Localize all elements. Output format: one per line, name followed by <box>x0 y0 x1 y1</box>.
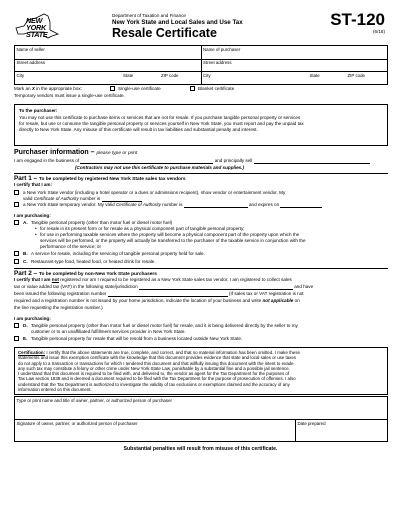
nys-vendor-checkbox[interactable] <box>14 190 19 195</box>
nys-vendor-text: a New York State vendor (including a hotel operator or a dues or admissions recipient), show vendor or entertainment vendor. My <box>23 190 286 195</box>
part2-not: not <box>51 277 59 282</box>
mark-prompt: Mark an <box>14 86 31 91</box>
cert-text: Tax Law section 1838 and is deemed a document required to be filed with the Tax Department for the purpose of prosecution of offenses. I also <box>18 376 296 382</box>
option-c-checkbox[interactable] <box>14 259 19 264</box>
purchaser-name-field[interactable] <box>201 46 388 59</box>
part2-line3 <box>14 291 304 297</box>
date-prepared-field[interactable] <box>295 420 387 441</box>
logo-text: YORK <box>26 23 46 32</box>
option-b-letter: B. <box>23 251 28 256</box>
part2-not-applicable: not applicable <box>262 298 294 303</box>
logo-text: NEW <box>26 16 43 25</box>
coa-italic: Certificate of Authority <box>33 196 79 201</box>
option-d-checkbox[interactable] <box>14 323 19 328</box>
field-label: Street address <box>203 60 232 65</box>
notice-heading: To the purchaser: <box>19 108 58 113</box>
option-a-bullet-cont: performance of the service; or <box>40 244 102 249</box>
jurisdiction-field[interactable] <box>139 289 293 290</box>
temp-vendor-line <box>23 202 322 208</box>
mark-instruction <box>14 86 82 92</box>
single-use-label: Single-use certificate <box>118 86 161 91</box>
logo-text: STATE <box>26 30 48 39</box>
department: Department of Taxation and Finance <box>112 13 186 18</box>
option-b-text: A service for resale, including the servicing of tangible personal property held for sale. <box>31 251 205 256</box>
option-e-text: Tangible personal property for resale that will be resold from a business located outside New York State. <box>31 336 243 341</box>
part2-text: on <box>294 298 300 303</box>
seller-name-field[interactable] <box>15 46 201 59</box>
option-e-checkbox[interactable] <box>14 336 19 341</box>
part2-text: registered nor am I required to be registered as a New York State sales tax vendor. I am registered to collect sales <box>60 277 292 282</box>
purchaser-info-heading <box>14 149 137 158</box>
option-e-letter: E. <box>23 336 28 341</box>
cert-text: any such tax may constitute a felony or other crime under New York State Law, punishable by a substantial fine and a possible jail sentence. <box>18 365 290 371</box>
penalty-footer: Substantial penalties will result from misuse of this certificate. <box>123 446 278 452</box>
purchasing-label: I am purchasing: <box>14 213 51 218</box>
nys-logo <box>14 12 60 42</box>
option-a-letter: A. <box>23 220 28 225</box>
heading-hint: please type or print <box>96 151 138 156</box>
part2-line4 <box>14 298 300 304</box>
option-a-bullet: • for resale in its present form or for resale as a physical component part of tangible personal property; <box>40 226 245 232</box>
notice-text: You may not use this certificate to purchase items or services that are not for resale. If you purchase tangible personal property or services <box>19 115 301 121</box>
field-label: State <box>309 72 320 78</box>
field-label: State <box>123 72 134 78</box>
certification-box <box>14 347 388 395</box>
seller-street-field[interactable] <box>15 60 201 72</box>
field-label: ZIP code <box>347 72 365 78</box>
cert-text: information entered on this document. <box>18 387 92 393</box>
field-label: Name of seller <box>16 46 45 52</box>
option-c-letter: C. <box>23 259 28 264</box>
expires-field[interactable] <box>280 207 322 208</box>
form-subtitle: New York State and Local Sales and Use Tax <box>112 19 243 26</box>
expires-label: and expires on <box>249 202 280 207</box>
option-d-text: customer or to an unaffiliated fulfillment services provider in New York State. <box>31 329 186 334</box>
principally-label: and principally sell <box>214 158 253 163</box>
signature-grid <box>14 396 388 442</box>
single-use-checkbox[interactable] <box>110 86 115 91</box>
registration-number-field[interactable] <box>108 296 228 297</box>
purchaser-street-field[interactable] <box>201 60 388 72</box>
notice-text: directly to New York State. Any misuse of this certificate will result in tax liabilities and substantial penalty and interest. <box>19 126 258 132</box>
field-label: Type or print name and title of owner, partner, or authorized person of purchaser <box>16 397 172 403</box>
part-desc: To be completed by non-New York State purchasers <box>38 272 157 277</box>
field-label: City <box>16 72 25 78</box>
purchasing-label: I am purchasing: <box>14 316 51 321</box>
form-number: ST-120 <box>330 10 385 29</box>
business-field[interactable] <box>80 163 213 164</box>
signature-field[interactable] <box>15 420 295 441</box>
part2-line1 <box>14 277 292 283</box>
blanket-checkbox[interactable] <box>190 86 195 91</box>
form-title: Resale Certificate <box>112 26 217 40</box>
field-label: ZIP code <box>161 72 179 78</box>
field-label: Signature of owner, partner, or authorized person of purchaser <box>16 420 138 426</box>
certify-label: I certify that I am: <box>14 182 53 187</box>
part2-text: tax or value added tax (VAT) in the following state/jurisdiction <box>14 284 138 289</box>
temp-coa-field[interactable] <box>184 207 248 208</box>
engaged-label: I am engaged in the business of <box>14 158 80 163</box>
option-c-text: Restaurant-type food, heated food, or heated drink for resale. <box>31 259 156 264</box>
purchaser-city-field[interactable] <box>201 72 388 84</box>
temp-italic: Certificate of Authority <box>115 202 161 207</box>
form-revision: (6/18) <box>372 29 385 34</box>
cert-text: statements and issue this exemption certificate with the knowledge that this document provides evidence that state and local sales or use taxes <box>18 355 296 361</box>
part2-text: been issued the following registration number <box>14 291 107 296</box>
temp-text: number is <box>162 202 183 207</box>
option-a-text: Tangible personal property (other than motor fuel or diesel motor fuel) <box>31 220 173 225</box>
seller-purchaser-grid <box>14 45 388 85</box>
part2-text: and have <box>294 284 314 289</box>
coa-text: valid <box>23 196 33 201</box>
heading-text: Purchaser information – <box>14 149 95 156</box>
cert-text: understand that the Tax Department is authorized to investigate the validity of tax exclusions or exemptions claimed and the accuracy of any <box>18 381 290 387</box>
part2-text: (If sales tax or VAT registration is not <box>229 291 304 296</box>
cert-heading: Certification: <box>18 350 46 355</box>
notice-text: for resale, but use or consume the tangible personal property or services yourself in New York State, you must report and pay the unpaid tax <box>19 120 304 126</box>
temp-vendor-note: Temporary vendors must issue a single-use certificate. <box>14 93 125 98</box>
temp-text: a New York State temporary vendor. My valid <box>23 202 115 207</box>
mark-x: X <box>31 86 35 91</box>
coa-line <box>23 196 142 202</box>
option-b-checkbox[interactable] <box>14 251 19 256</box>
field-label: Name of purchaser <box>203 46 241 52</box>
part-label: Part 2 – <box>14 270 38 277</box>
option-a-bullet: • for use in performing taxable services where the property will become a physical component part of the property upon which the <box>40 232 299 238</box>
option-a-checkbox[interactable] <box>14 220 19 225</box>
part2-bold: I certify that I am <box>14 277 51 282</box>
engaged-line <box>14 158 370 164</box>
cert-text: do not apply to a transaction or transactions for which I tendered this document and that willfully issuing this document with the intent to evade <box>18 360 294 366</box>
part2-line5: the line requesting the registration number.) <box>14 305 103 310</box>
print-name-field[interactable] <box>15 397 387 419</box>
mark-prompt-end: in the appropriate box: <box>36 86 82 91</box>
blanket-label: Blanket certificate <box>198 86 235 91</box>
cert-text: I certify that the above statements are true, complete, and correct, and that no material information has been omitted. I make these <box>46 350 300 355</box>
part1-heading <box>14 173 388 183</box>
cert-text: I understand that this document is required to be filed with, and delivered to, the vendor as agent for the Tax Department for the purposes of <box>18 371 290 377</box>
part2-text: required and a registration number is not issued by your home jurisdiction, indicate the location of your business and write <box>14 298 262 303</box>
seller-city-field[interactable] <box>15 72 201 84</box>
field-label: Street address <box>16 60 46 65</box>
coa-text: number is <box>80 196 101 201</box>
part2-line2 <box>14 284 313 290</box>
principally-sell-field[interactable] <box>254 163 370 164</box>
purchaser-notice-box <box>14 104 388 146</box>
contractor-note: (Contractors may not use this certificate to purchase materials and supplies.) <box>75 165 244 170</box>
field-label: Date prepared <box>297 420 326 426</box>
option-a-bullet-cont: services will be performed, or the property will actually be transferred to the purchaser of the taxable service in conjunction with the <box>40 238 306 243</box>
option-d-text: Tangible personal property (other than motor fuel or diesel motor fuel) for resale, and it is being delivered directly by the seller to my <box>31 323 298 328</box>
field-label: City <box>203 72 211 78</box>
option-d-letter: D. <box>23 323 28 328</box>
temp-vendor-checkbox[interactable] <box>14 202 19 207</box>
part-label: Part 1 – <box>14 175 38 182</box>
part-desc: To be completed by registered New York State sales tax vendors <box>38 177 186 182</box>
